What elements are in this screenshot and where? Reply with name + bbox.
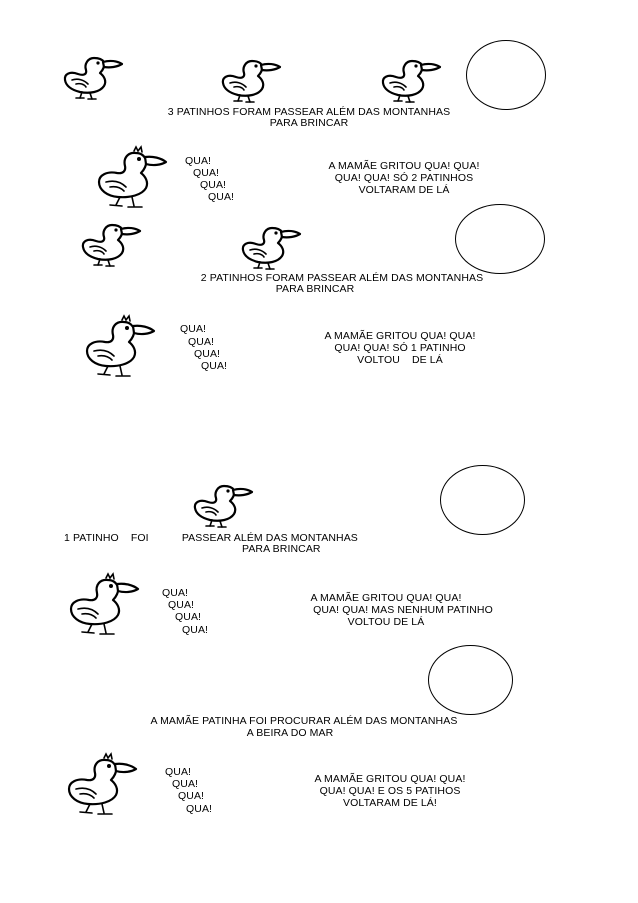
reply-line: QUA! QUA! SÓ 2 PATINHOS [334,172,474,184]
quack-text: QUA! [186,803,213,815]
reply-line: VOLTOU DE LÁ [347,616,425,628]
quack-text: QUA! [185,155,212,167]
quack-text: QUA! [193,167,220,179]
verse-line: A BEIRA DO MAR [246,727,334,739]
quack-text: QUA! [200,179,227,191]
duckling-illustration [60,50,130,100]
reply-line: A MAMÃE GRITOU QUA! QUA! [328,160,480,172]
verse-line: 2 PATINHOS FORAM PASSEAR ALÉM DAS MONTANHAS [200,272,484,284]
reply-line: QUA! QUA! E OS 5 PATIHOS [319,785,461,797]
verse-line: PARA BRINCAR [242,543,321,555]
verse-line: A MAMÃE PATINHA FOI PROCURAR ALÉM DAS MONTANHAS [150,715,458,727]
verse-line: 3 PATINHOS FORAM PASSEAR ALÉM DAS MONTANHAS [167,106,451,118]
verse-line: PARA BRINCAR [275,283,355,295]
quack-text: QUA! [180,323,207,335]
quack-text: QUA! [201,360,228,372]
quack-text: QUA! [188,336,215,348]
duckling-illustration [238,220,308,270]
duckling-illustration [78,217,148,267]
mother-duck-illustration [90,145,180,210]
empty-circle [455,204,545,274]
duckling-illustration [378,53,448,103]
verse-line: PARA BRINCAR [269,117,349,129]
reply-line: VOLTARAM DE LÁ [358,184,450,196]
reply-line: A MAMÃE GRITOU QUA! QUA! [324,330,476,342]
reply-line: VOLTARAM DE LÁ! [343,797,437,809]
reply-line: A MAMÃE GRITOU QUA! QUA! [314,773,466,785]
quack-text: QUA! [165,766,192,778]
quack-text: QUA! [162,587,189,599]
quack-text: QUA! [194,348,221,360]
empty-circle [428,645,513,715]
empty-circle [466,40,546,110]
empty-circle [440,465,525,535]
quack-text: QUA! [182,624,209,636]
quack-text: QUA! [175,611,202,623]
quack-text: QUA! [178,790,205,802]
duckling-illustration [190,478,260,528]
reply-line: A MAMÃE GRITOU QUA! QUA! [310,592,462,604]
duckling-illustration [218,53,288,103]
mother-duck-illustration [62,572,152,637]
quack-text: QUA! [168,599,195,611]
reply-line: QUA! QUA! SÓ 1 PATINHO [334,342,466,354]
quack-text: QUA! [208,191,235,203]
mother-duck-illustration [60,752,150,817]
verse-line: 1 PATINHO FOI PASSEAR ALÉM DAS MONTANHAS [64,532,358,544]
reply-line: QUA! QUA! MAS NENHUM PATINHO [313,604,493,616]
reply-line: VOLTOU DE LÁ [357,354,443,366]
quack-text: QUA! [172,778,199,790]
mother-duck-illustration [78,314,168,379]
